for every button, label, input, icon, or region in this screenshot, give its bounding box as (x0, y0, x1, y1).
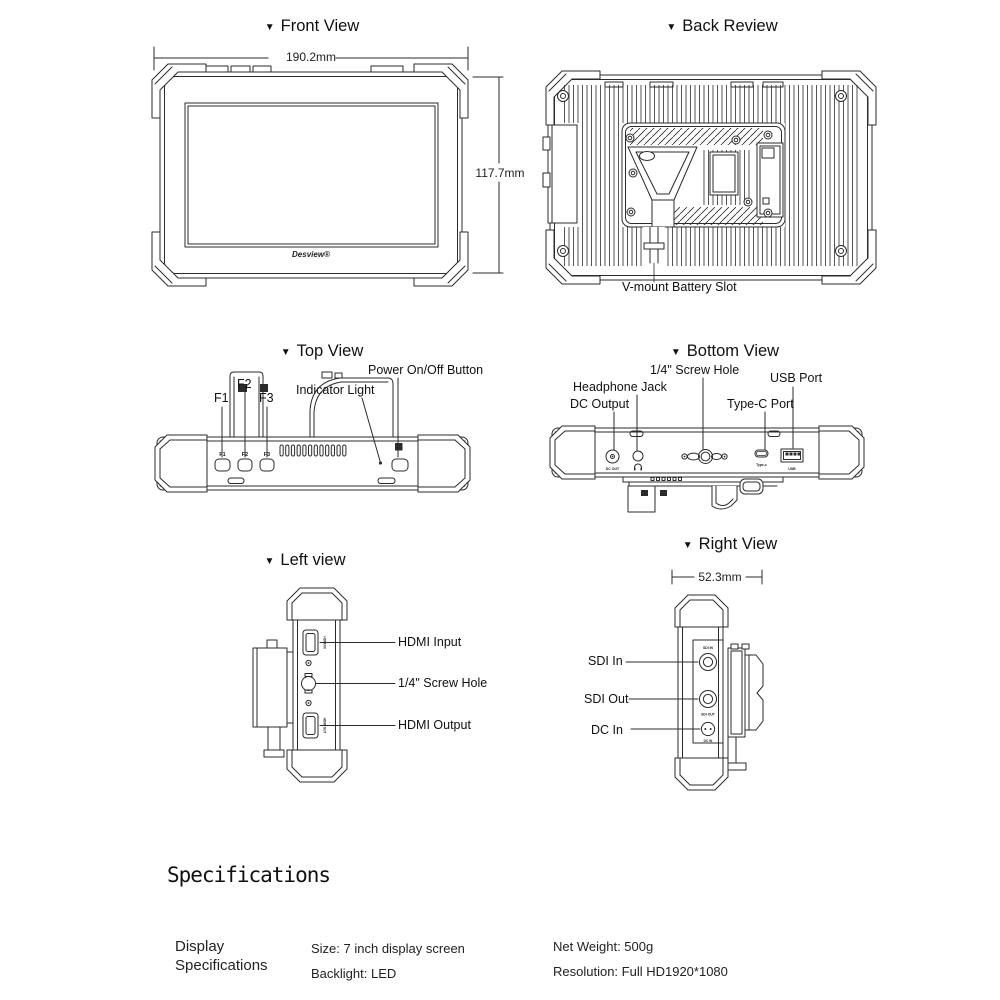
sdi-in-mark: SDI IN (703, 646, 713, 650)
side-bumper (155, 435, 207, 492)
left-view-title-label: Left view (280, 551, 346, 569)
f2-label: F2 (237, 377, 252, 391)
top-view-drawing (150, 360, 480, 505)
left-body (293, 620, 340, 750)
end-bumper (675, 758, 728, 790)
top-view-title-label: Top View (296, 342, 364, 360)
dc-in-label: DC In (591, 723, 623, 737)
f3-button (260, 459, 274, 471)
brand-logo: Desview® (292, 250, 330, 259)
back-view-drawing (540, 60, 890, 305)
battery-contact-panel (757, 143, 783, 217)
front-view-title (212, 17, 412, 36)
right-view-title (630, 535, 830, 554)
right-body (678, 627, 723, 758)
f3-mark: F3 (263, 452, 271, 458)
front-width-dim-label: 190.2mm (285, 50, 337, 64)
screw-hole-label: 1/4" Screw Hole (398, 676, 488, 690)
headphone-jack-label: Headphone Jack (573, 380, 667, 394)
sdi-out-label: SDI Out (584, 692, 629, 706)
usb-mark: USB (788, 467, 796, 471)
triangle-down-icon: ▼ (670, 346, 681, 358)
hdmi-in-mark: HDMI IN (322, 636, 327, 649)
type-c-port-label: Type-C Port (727, 397, 794, 411)
triangle-down-icon: ▼ (666, 21, 677, 33)
triangle-down-icon: ▼ (264, 21, 275, 33)
bottom-view-title (625, 342, 825, 361)
triangle-down-icon: ▼ (264, 555, 275, 567)
sdi-out-mark: SDI OUT (701, 712, 715, 717)
top-view-title (222, 342, 422, 361)
dc-in-mark: DC IN (703, 739, 713, 743)
back-view-title-label: Back Review (682, 17, 778, 35)
end-bumper (675, 595, 728, 627)
spec-resolution: Resolution: Full HD1920*1080 (553, 964, 728, 979)
side-bumper (550, 426, 595, 479)
back-view-title (622, 17, 822, 36)
spec-backlight: Backlight: LED (311, 966, 397, 981)
side-bumper (418, 435, 470, 492)
right-width-dim-label: 52.3mm (698, 570, 742, 584)
end-bumper (287, 750, 347, 782)
specifications-heading: Specifications (167, 863, 331, 887)
triangle-down-icon: ▼ (682, 539, 693, 551)
sdi-in-label: SDI In (588, 654, 623, 668)
left-mount-plate (253, 640, 293, 757)
right-view-title-label: Right View (698, 535, 778, 553)
power-mark (395, 443, 403, 451)
hdmi-input-label: HDMI Input (398, 635, 462, 649)
dc-output-label: DC Output (570, 397, 630, 411)
battery-slot-label: V-mount Battery Slot (622, 280, 737, 294)
end-bumper (287, 588, 347, 620)
indicator-light-label: Indicator Light (296, 383, 375, 397)
usb-port-label: USB Port (770, 371, 823, 385)
left-view-title (205, 551, 405, 570)
power-button-label: Power On/Off Button (368, 363, 484, 377)
front-view-title-label: Front View (280, 17, 360, 35)
top-rear-plate-silhouette (230, 372, 393, 437)
f1-button (215, 459, 230, 471)
dc-out-mark: DC OUT (605, 467, 620, 471)
type-c-mark: Type-c (756, 463, 767, 467)
left-view-drawing (240, 580, 420, 795)
right-view-drawing (580, 560, 840, 800)
bottom-view-title-label: Bottom View (686, 342, 780, 360)
triangle-down-icon: ▼ (280, 346, 291, 358)
f2-button (238, 459, 252, 471)
indicator-light-dot (379, 461, 382, 464)
bottom-rear-plate-silhouette (623, 477, 783, 512)
front-height-dim-label: 117.7mm (475, 166, 525, 180)
spec-size: Size: 7 inch display screen (311, 941, 465, 956)
f2-mark: F2 (241, 452, 249, 458)
hdmi-out-mark: HDMI OUT (322, 717, 327, 734)
side-bumper (819, 426, 864, 479)
f1-mark: F1 (219, 452, 226, 458)
back-left-clamp (543, 125, 577, 223)
spec-category-display: Display Specifications (175, 938, 268, 974)
f1-label: F1 (214, 391, 229, 405)
f3-label: F3 (259, 391, 274, 405)
right-mount-plate (724, 644, 763, 770)
hdmi-output-label: HDMI Output (398, 718, 471, 732)
screw-hole-label: 1/4" Screw Hole (650, 363, 740, 377)
vmount-plate (622, 123, 785, 227)
power-button (392, 459, 408, 471)
spec-net-weight: Net Weight: 500g (553, 939, 654, 954)
